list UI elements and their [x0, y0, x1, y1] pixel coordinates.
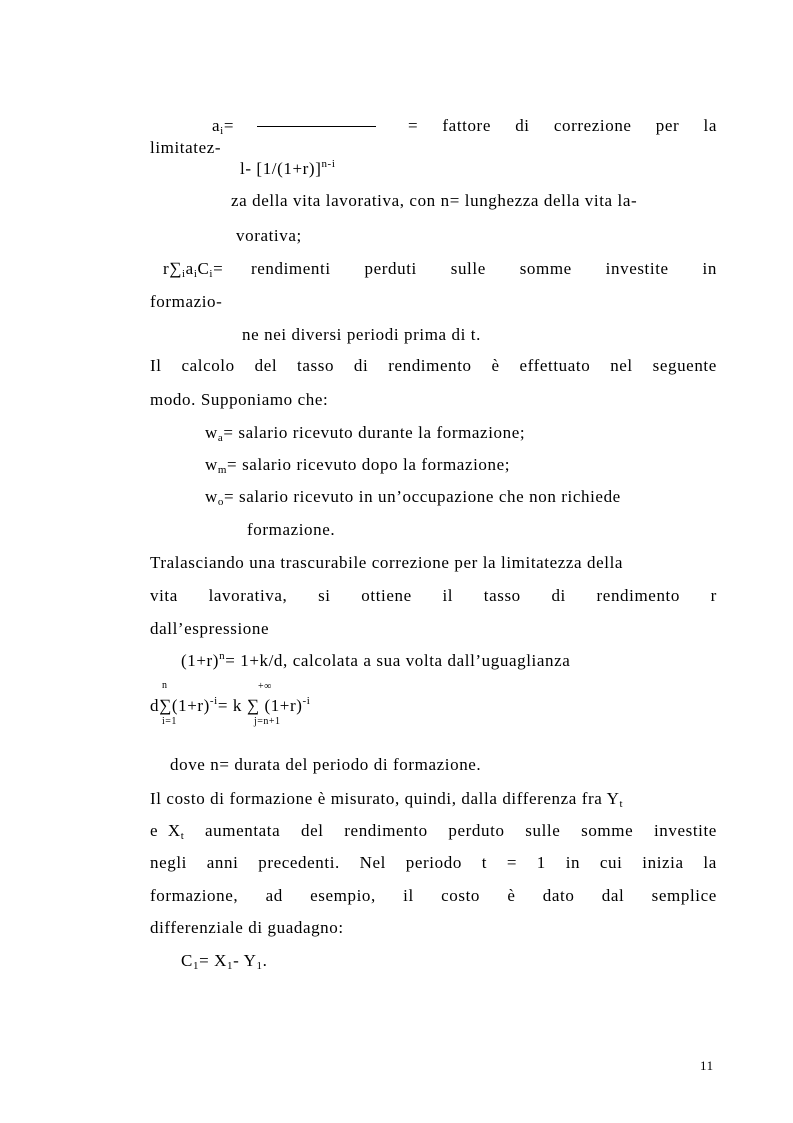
line-1-text: = fattore di correzione per la	[408, 116, 717, 135]
sum1-upper-limit: n	[162, 680, 168, 691]
sum2-upper-limit: +∞	[258, 681, 272, 692]
line-22: negli anni precedenti. Nel periodo t = 1 in cui inizia la	[150, 853, 717, 872]
sum-equation: $d\sum(1+r)^{-i}= k$ ∑ $(1+r)^{-i}$	[150, 695, 311, 715]
page-number: 11	[700, 1058, 714, 1073]
line-21-text: aumentata del rendimento perduto sulle somme investite	[205, 821, 717, 840]
line-2: limitatez-	[150, 138, 222, 157]
sum1-lower-limit: i=1	[162, 716, 177, 727]
line-13: formazione.	[247, 520, 336, 539]
definition-wa: $w_a=$ salario ricevuto durante la formazione;	[205, 423, 526, 444]
fraction-denominator: l- $[1/(1+r)]^{n-i}$	[240, 158, 336, 178]
line-15: vita lavorativa, si ottiene il tasso di rendimento r	[150, 586, 717, 605]
formula-a-lhs: $a_i=$	[212, 116, 234, 137]
line-16: dall’espressione	[150, 619, 270, 638]
line-19: dove n= durata del periodo di formazione.	[170, 755, 482, 774]
line-6: formazio-	[150, 292, 223, 311]
line-8: Il calcolo del tasso di rendimento è effettuato nel seguente	[150, 356, 717, 375]
line-4: vorativa;	[236, 226, 302, 245]
line-5-text: rendimenti perduti sulle somme investite in	[251, 259, 717, 278]
definition-wm: $w_m=$ salario ricevuto dopo la formazione;	[205, 455, 511, 476]
line-25-formula: $C_1= X_1-$ $Y_1$.	[181, 951, 268, 972]
line-24: differenziale di guadagno:	[150, 918, 344, 937]
line-14: Tralasciando una trascurabile correzione per la limitatezza della	[150, 553, 624, 572]
sum2-lower-limit: j=n+1	[254, 716, 281, 727]
line-20: Il costo di formazione è misurato, quindi, dalla differenza fra $Y_t$	[150, 789, 624, 810]
line-5-formula: $r\sum_ia_iC_i=$	[163, 259, 224, 280]
fraction-bar	[257, 126, 376, 127]
definition-wo: $w_o=$ salario ricevuto in un’occupazione che non richiede	[205, 487, 621, 508]
line-3: za della vita lavorativa, con n= lunghezza della vita la-	[231, 191, 638, 210]
line-9: modo. Supponiamo che:	[150, 390, 329, 409]
line-23: formazione, ad esempio, il costo è dato dal semplice	[150, 886, 717, 905]
line-17: $(1+r)^n= 1+k/d$, calcolata a sua volta dall’uguaglianza	[181, 650, 571, 670]
line-7: ne nei diversi periodi prima di t.	[242, 325, 481, 344]
line-21-start: e $X_t$	[150, 821, 185, 842]
